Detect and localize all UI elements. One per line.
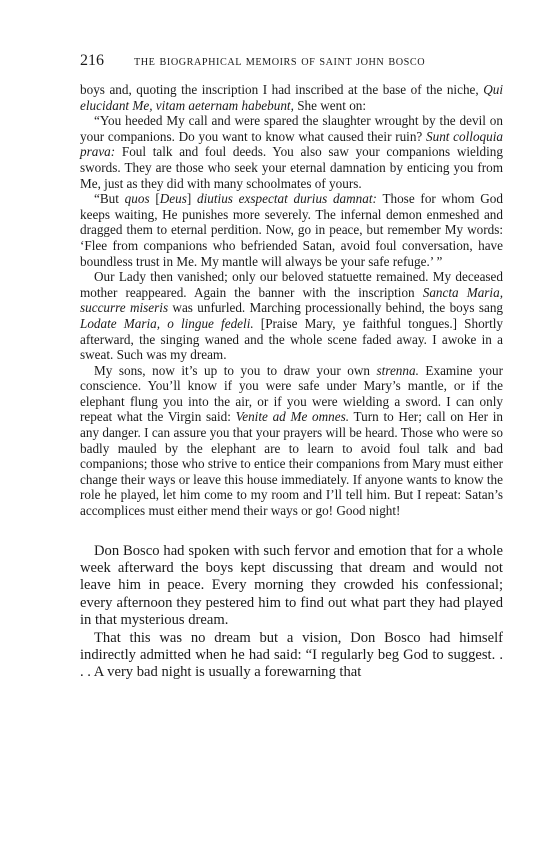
narrative-paragraph-1: Don Bosco had spoken with such fervor and emotion that for a whole week afterward the boys kept discussing that dream and would not leave him in peace. Every morning they crowded his confessional; every afternoon they pestered him to find out what part they had played in that mysterious dream. xyxy=(80,542,503,629)
quote-paragraph-5: My sons, now it’s up to you to draw your own strenna. Examine your conscience. You’ll know if you were safe under Mary’s mantle, or if the elephant flung you into the air, or if you were wielding a sword. I can only repeat what the Virgin said: Venite ad Me omnes. Turn to Her; call on Her in any danger. I can assure you that your prayers will be heard. Those who were so badly mauled by the elephant are to learn to avoid foul talk and bad companions; those who strive to entice their companions from Mary must either change their ways or leave this house immediately. If anyone wants to know the role he played, let him come to my room and I’ll tell him. But I repeat: Satan’s accomplices must either mend their ways or go! Good night! xyxy=(80,362,504,519)
quote-paragraph-1: boys and, quoting the inscription I had inscribed at the base of the niche, Qui elucidant Me, vitam aeternam habebunt, She went on: xyxy=(80,82,503,113)
quote-paragraph-4: Our Lady then vanished; only our beloved statuette remained. My deceased mother reappeared. Again the banner with the inscription Sancta Maria, succurre miseris was unfurled. Marching processionally behind, the boys sang Lodate Maria, o lingue fedeli. [Praise Mary, ye faithful tongues.] Shortly afterward, the singing waned and the whole scene faded away. I awoke in a sweat. Such was my dream. xyxy=(80,269,504,363)
narrative-block xyxy=(80,543,503,682)
page-number: 216 xyxy=(80,52,104,69)
dream-quote-block xyxy=(80,82,503,519)
narrative-paragraph-2: That this was no dream but a vision, Don Bosco had himself indirectly admitted when he had said: “I regularly beg God to suggest. . . . A very bad night is usually a forewarning that xyxy=(80,629,503,681)
page-header xyxy=(80,52,503,76)
quote-paragraph-3: “But quos [Deus] diutius exspectat durius damnat: Those for whom God keeps waiting, He punishes more severely. The infernal demon enmeshed and dragged them to eternal perdition. Now, go in peace, but remember My words: ‘Flee from companions who befriended Satan, avoid foul conversation, have boundless trust in Me. My mantle will always be your safe refuge.’ ” xyxy=(80,191,503,269)
quote-paragraph-2: “You heeded My call and were spared the slaughter wrought by the devil on your companions. Do you want to know what caused their ruin? Sunt colloquia prava: Foul talk and foul deeds. You also saw your companions wielding swords. They are those who seek your eternal damnation by enticing you from Me, just as they did with many schoolmates of yours. xyxy=(80,113,503,191)
running-head: THE BIOGRAPHICAL MEMOIRS OF SAINT JOHN BOSCO xyxy=(134,57,426,68)
